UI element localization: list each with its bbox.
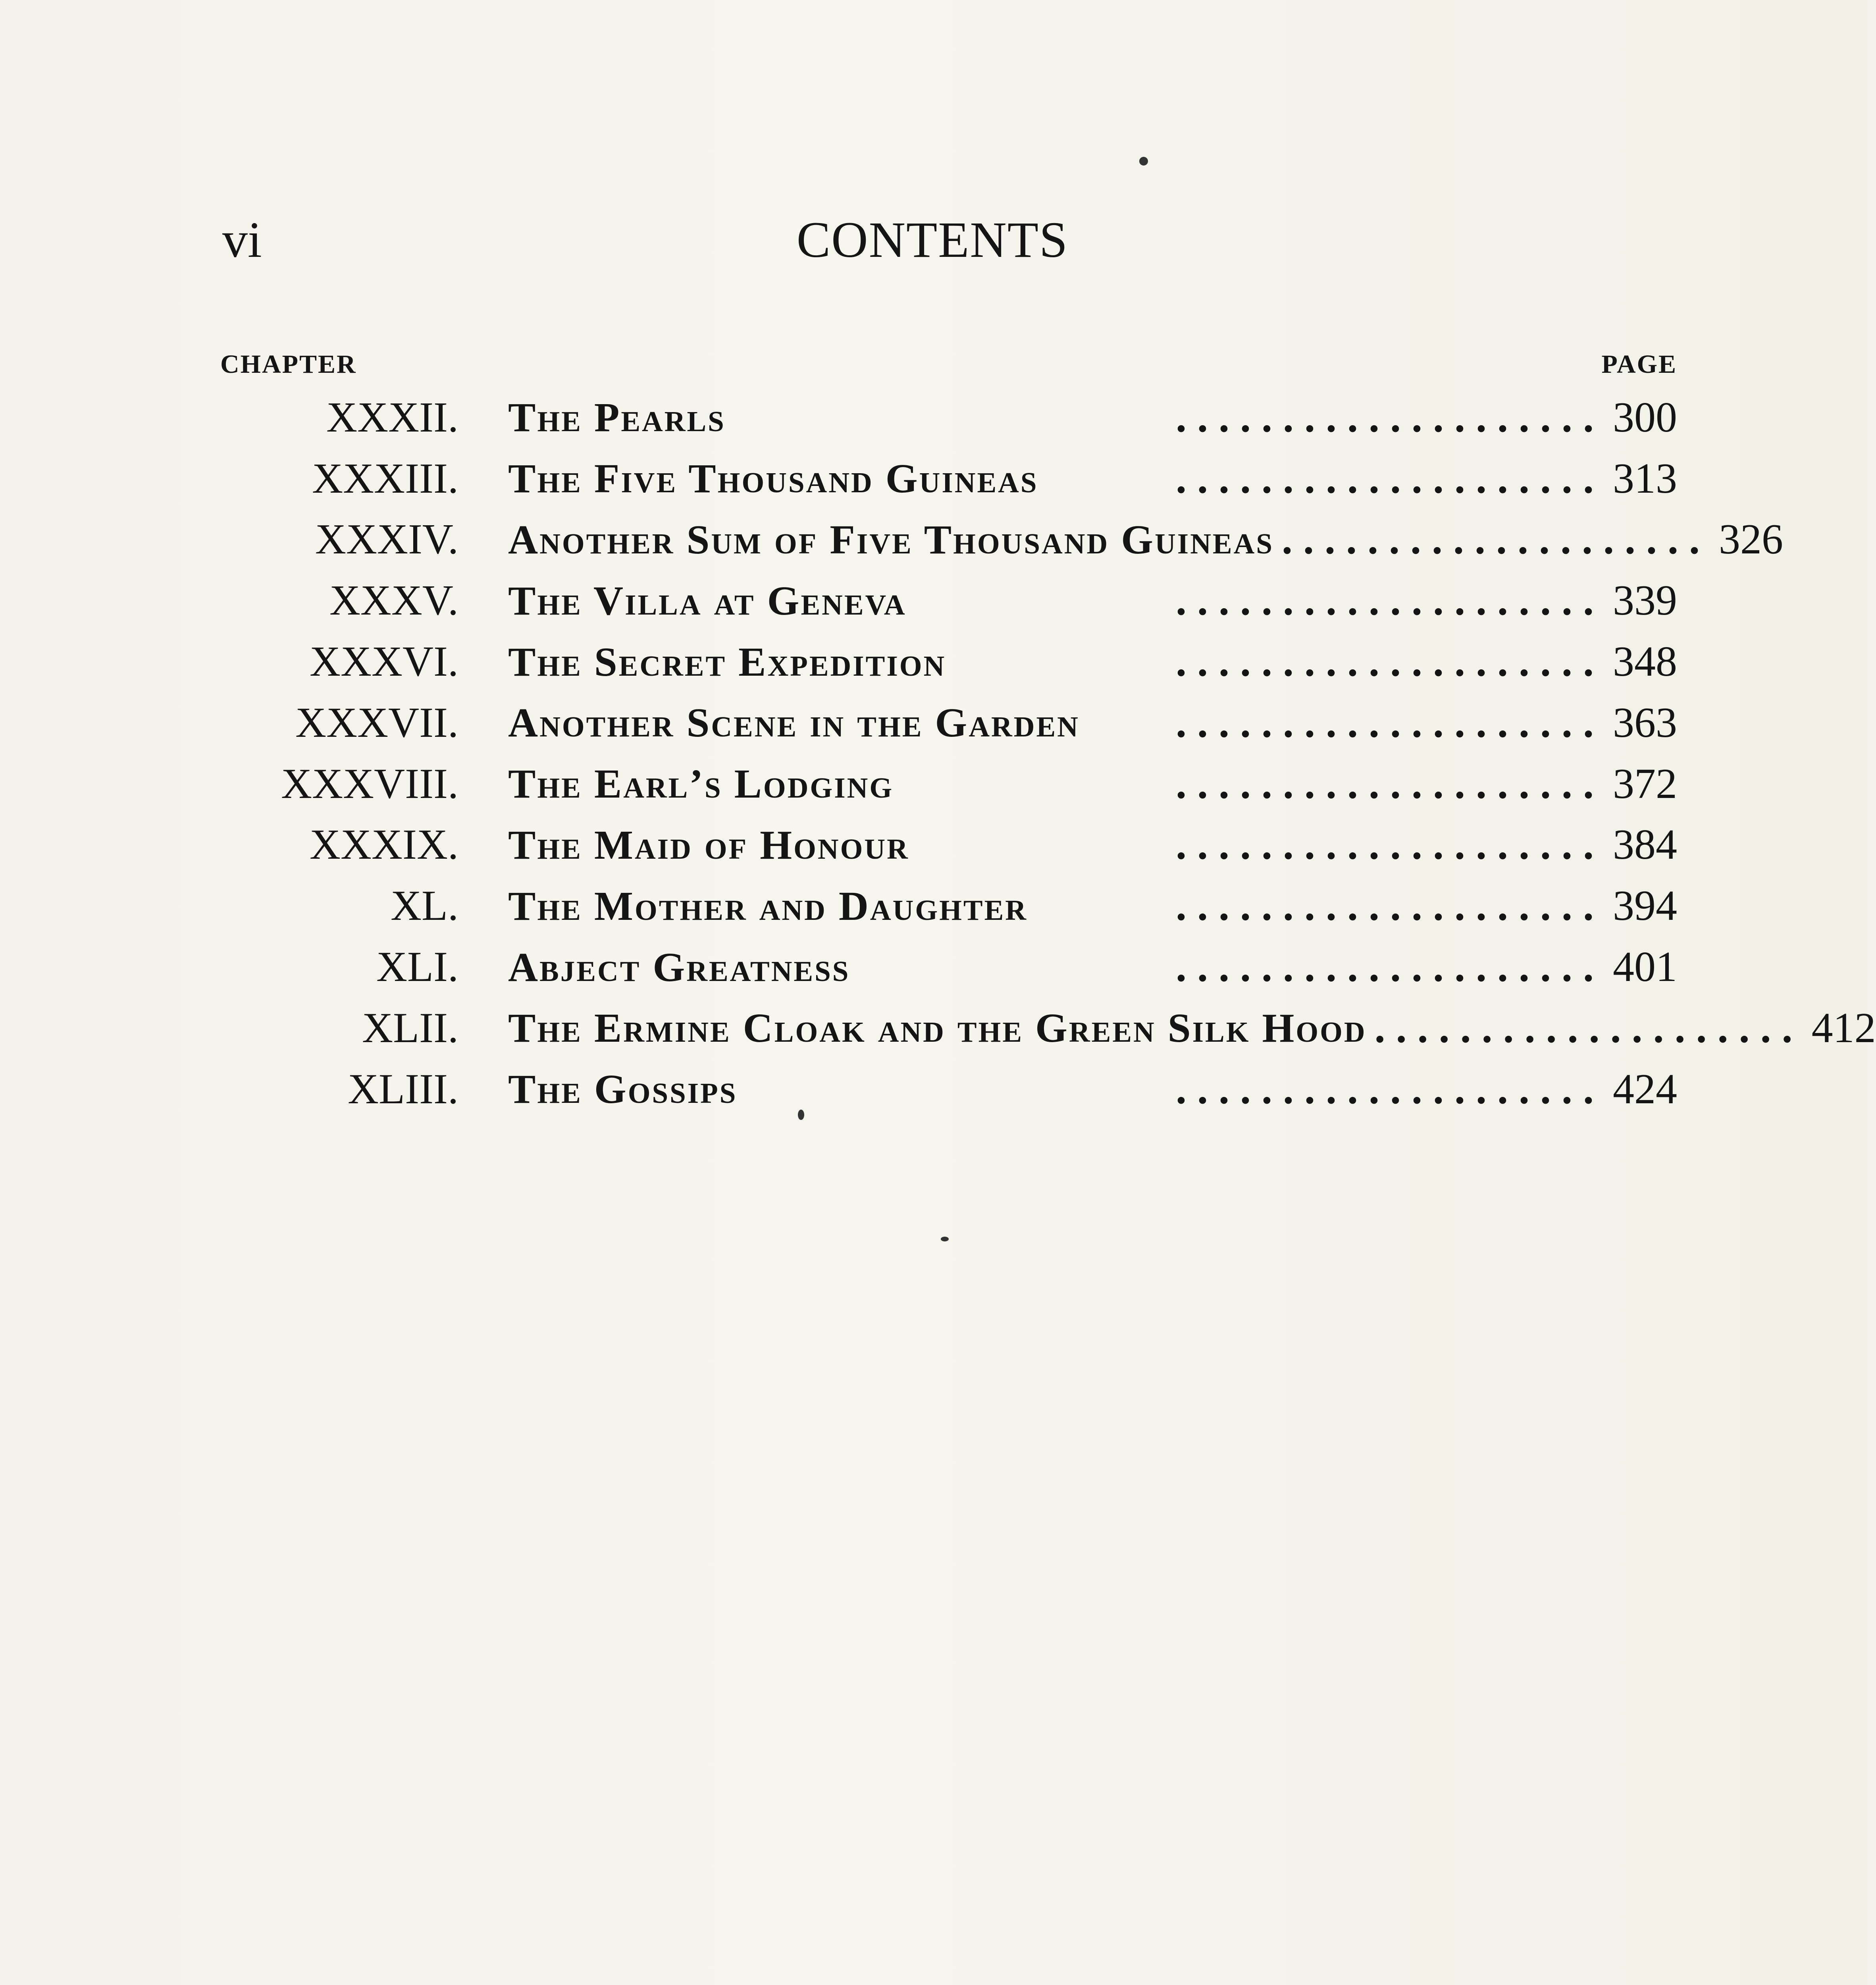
dot-leader: . . . . . . . . . . . . . . . . . . . .	[1374, 1004, 1793, 1052]
column-headers	[220, 349, 1677, 381]
dot-leader: . . . . . . . . . . . . . . . . . . . .	[1281, 516, 1700, 563]
page-ref: 412	[1811, 1004, 1876, 1052]
page-ref: 424	[1613, 1065, 1677, 1113]
chapter-title: Another Scene in the Garden	[508, 700, 1080, 746]
chapter-number: XXXVII.	[295, 699, 458, 746]
toc-entry	[220, 1059, 1677, 1120]
table-of-contents	[220, 387, 1876, 1120]
dot-leader: . . . . . . . . . . . . . . . . . . . .	[1176, 455, 1594, 502]
toc-entry	[220, 692, 1677, 754]
page-ref: 372	[1613, 760, 1677, 807]
dot-leader: . . . . . . . . . . . . . . . . . . . .	[1176, 577, 1594, 624]
dot-leader: . . . . . . . . . . . . . . . . . . . .	[1176, 882, 1594, 930]
dot-leader: . . . . . . . . . . . . . . . . . . . .	[1176, 760, 1594, 807]
chapter-number: XL.	[391, 882, 458, 930]
chapter-number: XXXII.	[326, 393, 458, 441]
page-ref: 394	[1613, 882, 1677, 930]
ink-speck	[941, 1237, 949, 1241]
toc-entry	[220, 631, 1677, 692]
chapter-title: The Maid of Honour	[508, 822, 909, 868]
page-ref: 384	[1613, 821, 1677, 869]
dot-leader: . . . . . . . . . . . . . . . . . . . .	[1176, 1065, 1594, 1113]
dot-leader: . . . . . . . . . . . . . . . . . . . .	[1176, 638, 1594, 686]
page-ref: 300	[1613, 393, 1677, 441]
dot-leader: . . . . . . . . . . . . . . . . . . . .	[1176, 393, 1594, 441]
chapter-title: The Five Thousand Guineas	[508, 456, 1038, 502]
dot-leader: . . . . . . . . . . . . . . . . . . . .	[1176, 699, 1594, 746]
chapter-number: XLI.	[376, 943, 458, 991]
chapter-number: XXXIV.	[315, 516, 458, 563]
page-ref: 348	[1613, 638, 1677, 686]
chapter-number: XXXIX.	[310, 821, 458, 869]
chapter-number: XXXV.	[329, 577, 458, 624]
chapter-column-label: CHAPTER	[220, 350, 357, 379]
chapter-number: XLIII.	[348, 1065, 458, 1113]
toc-entry	[220, 570, 1677, 631]
chapter-number: XXXIII.	[312, 455, 458, 502]
toc-entry	[220, 815, 1677, 876]
chapter-title: The Gossips	[508, 1066, 738, 1112]
chapter-title: The Earl’s Lodging	[508, 761, 894, 807]
chapter-title: The Ermine Cloak and the Green Silk Hood	[508, 1005, 1367, 1051]
toc-entry	[220, 998, 1876, 1059]
chapter-title: The Mother and Daughter	[508, 883, 1028, 929]
page-title: CONTENTS	[796, 212, 1069, 268]
page-ref: 339	[1613, 577, 1677, 624]
chapter-number: XXXVIII.	[281, 760, 458, 807]
toc-entry	[220, 387, 1677, 448]
chapter-number: XLII.	[362, 1004, 458, 1052]
page-ref: 326	[1718, 516, 1783, 563]
page-ref: 401	[1613, 943, 1677, 991]
page-ref: 363	[1613, 699, 1677, 746]
page-number: vi	[222, 212, 262, 268]
page-ref: 313	[1613, 455, 1677, 502]
chapter-title: The Secret Expedition	[508, 639, 946, 685]
dot-leader: . . . . . . . . . . . . . . . . . . . .	[1176, 821, 1594, 869]
toc-entry	[220, 754, 1677, 815]
toc-entry	[220, 509, 1783, 570]
toc-entry	[220, 937, 1677, 998]
ink-speck	[1139, 157, 1148, 166]
chapter-title: The Pearls	[508, 395, 726, 441]
dot-leader: . . . . . . . . . . . . . . . . . . . .	[1176, 943, 1594, 991]
chapter-title: Another Sum of Five Thousand Guineas	[508, 516, 1274, 563]
toc-entry	[220, 448, 1677, 509]
toc-entry	[220, 875, 1677, 937]
ink-speck	[798, 1110, 804, 1120]
page-column-label: PAGE	[1601, 350, 1677, 379]
chapter-title: The Villa at Geneva	[508, 578, 907, 624]
chapter-number: XXXVI.	[310, 638, 458, 686]
chapter-title: Abject Greatness	[508, 944, 850, 990]
